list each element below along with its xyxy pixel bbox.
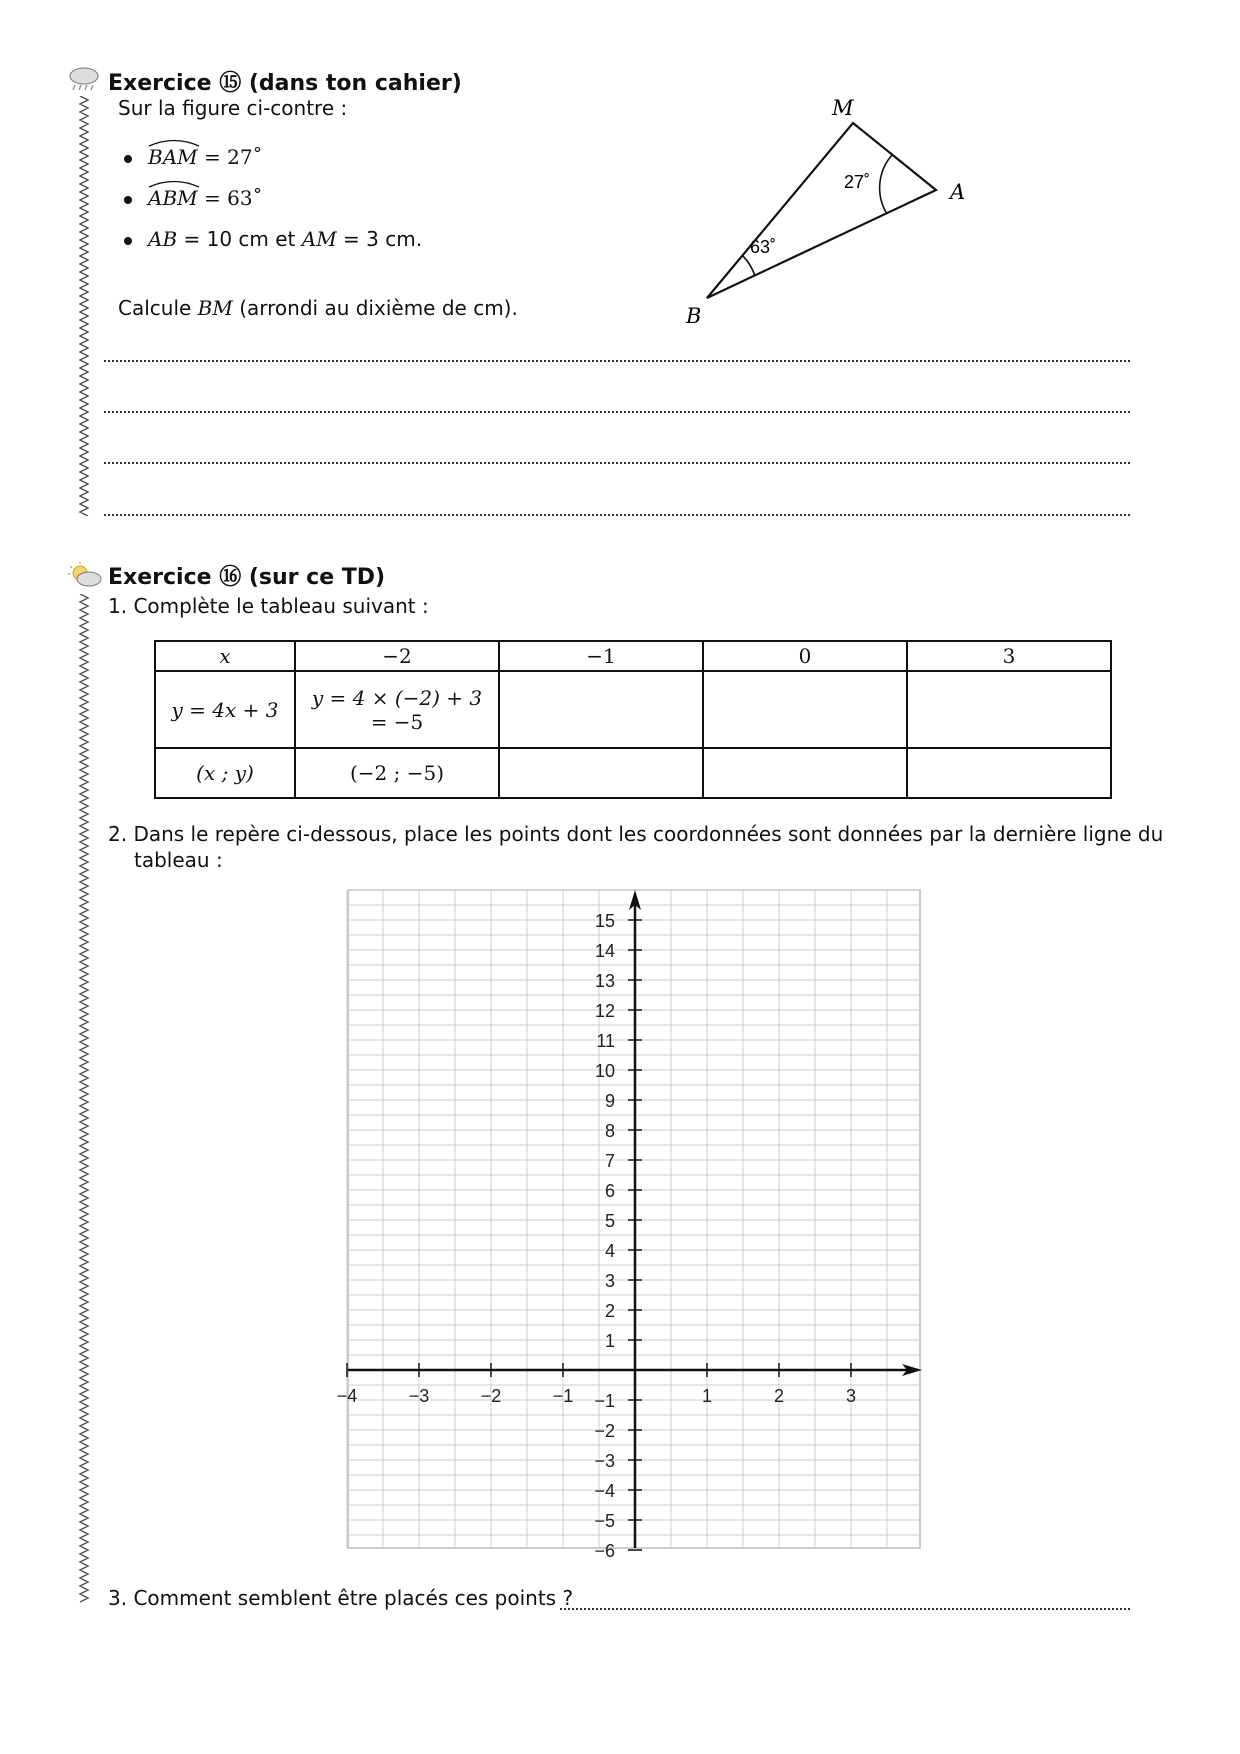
y-tick-label: −3 [594, 1451, 615, 1471]
label-b: B [686, 304, 702, 328]
x-tick-label: −1 [552, 1386, 574, 1406]
table-header: 0 [703, 641, 907, 671]
y-tick-label: 4 [604, 1241, 615, 1261]
cell-line-1: y = 4 × (−2) + 3 [311, 685, 483, 710]
exercise-16-q3: 3. Comment semblent être placés ces points ? [108, 1586, 574, 1610]
exercise-16-q1: 1. Complète le tableau suivant : [108, 594, 429, 618]
x-tick-label: 3 [845, 1386, 857, 1406]
segment-am: AM [301, 227, 337, 251]
table-cell-filled: (−2 ; −5) [295, 748, 499, 798]
exercise-16-q2-line1: 2. Dans le repère ci-dessous, place les points dont les coordonnées sont données par la dernière ligne du [108, 822, 1164, 846]
y-tick-label: −4 [594, 1481, 615, 1501]
table-header-x: x [155, 641, 295, 671]
y-tick-label: 6 [604, 1181, 615, 1201]
y-tick-label: 7 [604, 1151, 615, 1171]
table-header: 3 [907, 641, 1111, 671]
y-tick-label: −2 [594, 1421, 615, 1441]
y-tick-label: 14 [594, 941, 615, 961]
y-tick-label: 2 [604, 1301, 615, 1321]
angle-bam-value: = 27˚ [197, 145, 263, 169]
y-tick-label: 8 [604, 1121, 615, 1141]
y-tick-label: 11 [596, 1031, 615, 1051]
x-tick-label: −4 [336, 1386, 358, 1406]
y-tick-label: 1 [604, 1331, 615, 1351]
exercise-15-title: Exercice ⑮ (dans ton cahier) [108, 71, 462, 96]
y-tick-label: 15 [594, 911, 615, 931]
cell-line-2: = −5 [370, 709, 424, 734]
y-tick-label: 10 [594, 1061, 615, 1081]
x-tick-label: −2 [480, 1386, 502, 1406]
y-tick-label: 13 [594, 971, 615, 991]
question-post: (arrondi au dixième de cm). [232, 296, 518, 320]
angle-a-label: 27˚ [844, 172, 871, 192]
segment-am-value: = 3 cm. [336, 227, 423, 251]
angle-bam-name: BAM [148, 145, 198, 169]
question-var: BM [197, 296, 233, 320]
x-tick-label: 1 [701, 1386, 713, 1406]
y-tick-label: 3 [604, 1271, 615, 1291]
exercise-16-q2-line2: tableau : [134, 848, 223, 872]
table-header: −1 [499, 641, 703, 671]
segment-ab: AB [148, 227, 178, 251]
exercise-16-title: Exercice ⑯ (sur ce TD) [108, 565, 386, 590]
y-tick-label: 12 [594, 1001, 615, 1021]
y-tick-label: −1 [594, 1391, 615, 1411]
segment-ab-value: = 10 cm et [177, 227, 302, 251]
angle-b-label: 63˚ [750, 237, 777, 257]
table-row-label-y: y = 4x + 3 [155, 671, 295, 748]
y-tick-label: 5 [604, 1211, 615, 1231]
y-tick-label: −6 [594, 1541, 615, 1561]
table-header: −2 [295, 641, 499, 671]
label-m: M [832, 96, 854, 120]
exercise-15-intro: Sur la figure ci-contre : [118, 96, 348, 120]
x-tick-label: −3 [408, 1386, 430, 1406]
question-pre: Calcule [118, 296, 198, 320]
angle-abm-value: = 63˚ [197, 186, 263, 210]
answer-line[interactable] [560, 1608, 1130, 1610]
y-tick-label: −5 [594, 1511, 615, 1531]
angle-abm-name: ABM [148, 186, 198, 210]
label-a: A [950, 180, 966, 204]
y-tick-label: 9 [604, 1091, 615, 1111]
x-tick-label: 2 [773, 1386, 785, 1406]
table-row-label-xy: (x ; y) [155, 748, 295, 798]
